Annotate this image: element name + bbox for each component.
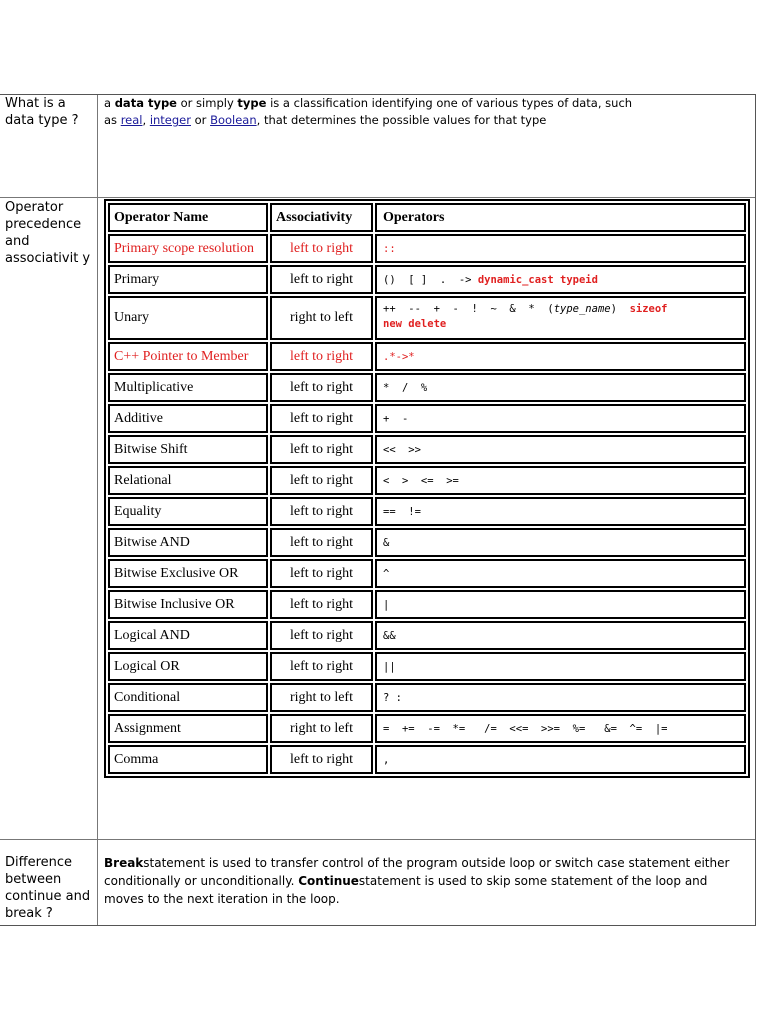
operators — [375, 296, 746, 340]
answer-bold-term: data type — [114, 96, 177, 110]
answer-text: statement is used to skip some statement of the loop and moves to the next iteration in the loop. — [104, 874, 708, 906]
column-divider — [97, 95, 98, 925]
operator-keywords: dynamic_cast typeid — [477, 273, 598, 286]
operator-keywords: sizeof — [629, 303, 668, 315]
question-data-type: What is a data type ? — [5, 96, 79, 128]
header-associativity: Associativity — [270, 203, 373, 232]
link-boolean[interactable]: Boolean — [210, 113, 257, 127]
operator-symbols: ++ -- + - ! ~ & * ( — [383, 303, 554, 315]
operators: ? : — [375, 683, 746, 712]
table-row — [108, 296, 746, 340]
table-row — [108, 404, 746, 433]
associativity: right to left — [270, 714, 373, 743]
operators: | — [375, 590, 746, 619]
operators: , — [375, 745, 746, 774]
operator-name: Bitwise Exclusive OR — [108, 559, 268, 588]
operator-name: Unary — [108, 296, 268, 340]
operator-name: Bitwise Shift — [108, 435, 268, 464]
operators: || — [375, 652, 746, 681]
associativity: left to right — [270, 621, 373, 650]
associativity: left to right — [270, 466, 373, 495]
answer-continue-break — [104, 854, 744, 908]
row-divider — [0, 197, 755, 198]
table-row — [108, 265, 746, 294]
table-header-row — [108, 203, 746, 232]
header-operators: Operators — [375, 203, 746, 232]
associativity: left to right — [270, 745, 373, 774]
operator-name: Logical AND — [108, 621, 268, 650]
associativity: left to right — [270, 559, 373, 588]
answer-text: as — [104, 113, 121, 127]
associativity: left to right — [270, 404, 373, 433]
table-row — [108, 590, 746, 619]
answer-text: statement is used to transfer control of the program outside loop or switch case statement either conditionally or unconditionally. — [104, 856, 730, 888]
operators — [375, 265, 746, 294]
operator-name: Additive — [108, 404, 268, 433]
table-row — [108, 652, 746, 681]
operator-type-name: type_name — [553, 303, 611, 315]
link-integer[interactable]: integer — [149, 113, 191, 127]
operators: + - — [375, 404, 746, 433]
operator-name: Primary — [108, 265, 268, 294]
operator-name: Primary scope resolution — [108, 234, 268, 263]
associativity: left to right — [270, 435, 373, 464]
table-row — [108, 714, 746, 743]
table-row — [108, 234, 746, 263]
answer-text: or — [190, 113, 211, 127]
associativity: left to right — [270, 652, 373, 681]
operator-name: Bitwise AND — [108, 528, 268, 557]
associativity: left to right — [270, 265, 373, 294]
associativity: left to right — [270, 342, 373, 371]
associativity: left to right — [270, 234, 373, 263]
table-row — [108, 373, 746, 402]
operator-name: Multiplicative — [108, 373, 268, 402]
question-continue-break: Difference between continue and break ? — [5, 855, 91, 921]
table-row — [108, 621, 746, 650]
operator-name: C++ Pointer to Member — [108, 342, 268, 371]
associativity: left to right — [270, 373, 373, 402]
question-operator-precedence: Operator precedence and associativit y — [5, 200, 91, 266]
operator-name: Relational — [108, 466, 268, 495]
operators: == != — [375, 497, 746, 526]
table-row — [108, 559, 746, 588]
associativity: left to right — [270, 528, 373, 557]
associativity: right to left — [270, 683, 373, 712]
answer-text: , that determines the possible values for that type — [256, 113, 547, 127]
operators: .*->* — [375, 342, 746, 371]
answer-bold-term: Break — [104, 856, 144, 870]
operator-name: Comma — [108, 745, 268, 774]
associativity: left to right — [270, 497, 373, 526]
associativity: left to right — [270, 590, 373, 619]
answer-text: a — [104, 96, 115, 110]
operator-precedence-table — [104, 199, 750, 778]
answer-text: is a classification identifying one of various types of data, such — [266, 96, 633, 110]
operators: << >> — [375, 435, 746, 464]
operator-name: Assignment — [108, 714, 268, 743]
table-row — [108, 745, 746, 774]
operator-name: Equality — [108, 497, 268, 526]
answer-bold-term: Continue — [298, 874, 359, 888]
operators: ^ — [375, 559, 746, 588]
operator-name: Bitwise Inclusive OR — [108, 590, 268, 619]
operator-symbols: ) — [610, 303, 630, 315]
qa-table — [0, 94, 756, 926]
table-row — [108, 683, 746, 712]
operators: * / % — [375, 373, 746, 402]
table-row — [108, 435, 746, 464]
header-operator-name: Operator Name — [108, 203, 268, 232]
operator-keywords: new delete — [383, 318, 447, 330]
answer-data-type — [104, 95, 744, 129]
operators: = += -= *= /= <<= >>= %= &= ^= |= — [375, 714, 746, 743]
table-row — [108, 342, 746, 371]
link-real[interactable]: real — [120, 113, 143, 127]
table-row — [108, 497, 746, 526]
table-row — [108, 528, 746, 557]
operators: && — [375, 621, 746, 650]
table-row — [108, 466, 746, 495]
operators: < > <= >= — [375, 466, 746, 495]
operator-symbols: () [ ] . -> — [383, 273, 472, 286]
answer-text: or simply — [176, 96, 238, 110]
operators: :: — [375, 234, 746, 263]
answer-bold-term: type — [237, 96, 267, 110]
row-divider — [0, 839, 755, 840]
operators: & — [375, 528, 746, 557]
associativity: right to left — [270, 296, 373, 340]
operator-name: Conditional — [108, 683, 268, 712]
answer-text: , — [142, 113, 150, 127]
operator-name: Logical OR — [108, 652, 268, 681]
